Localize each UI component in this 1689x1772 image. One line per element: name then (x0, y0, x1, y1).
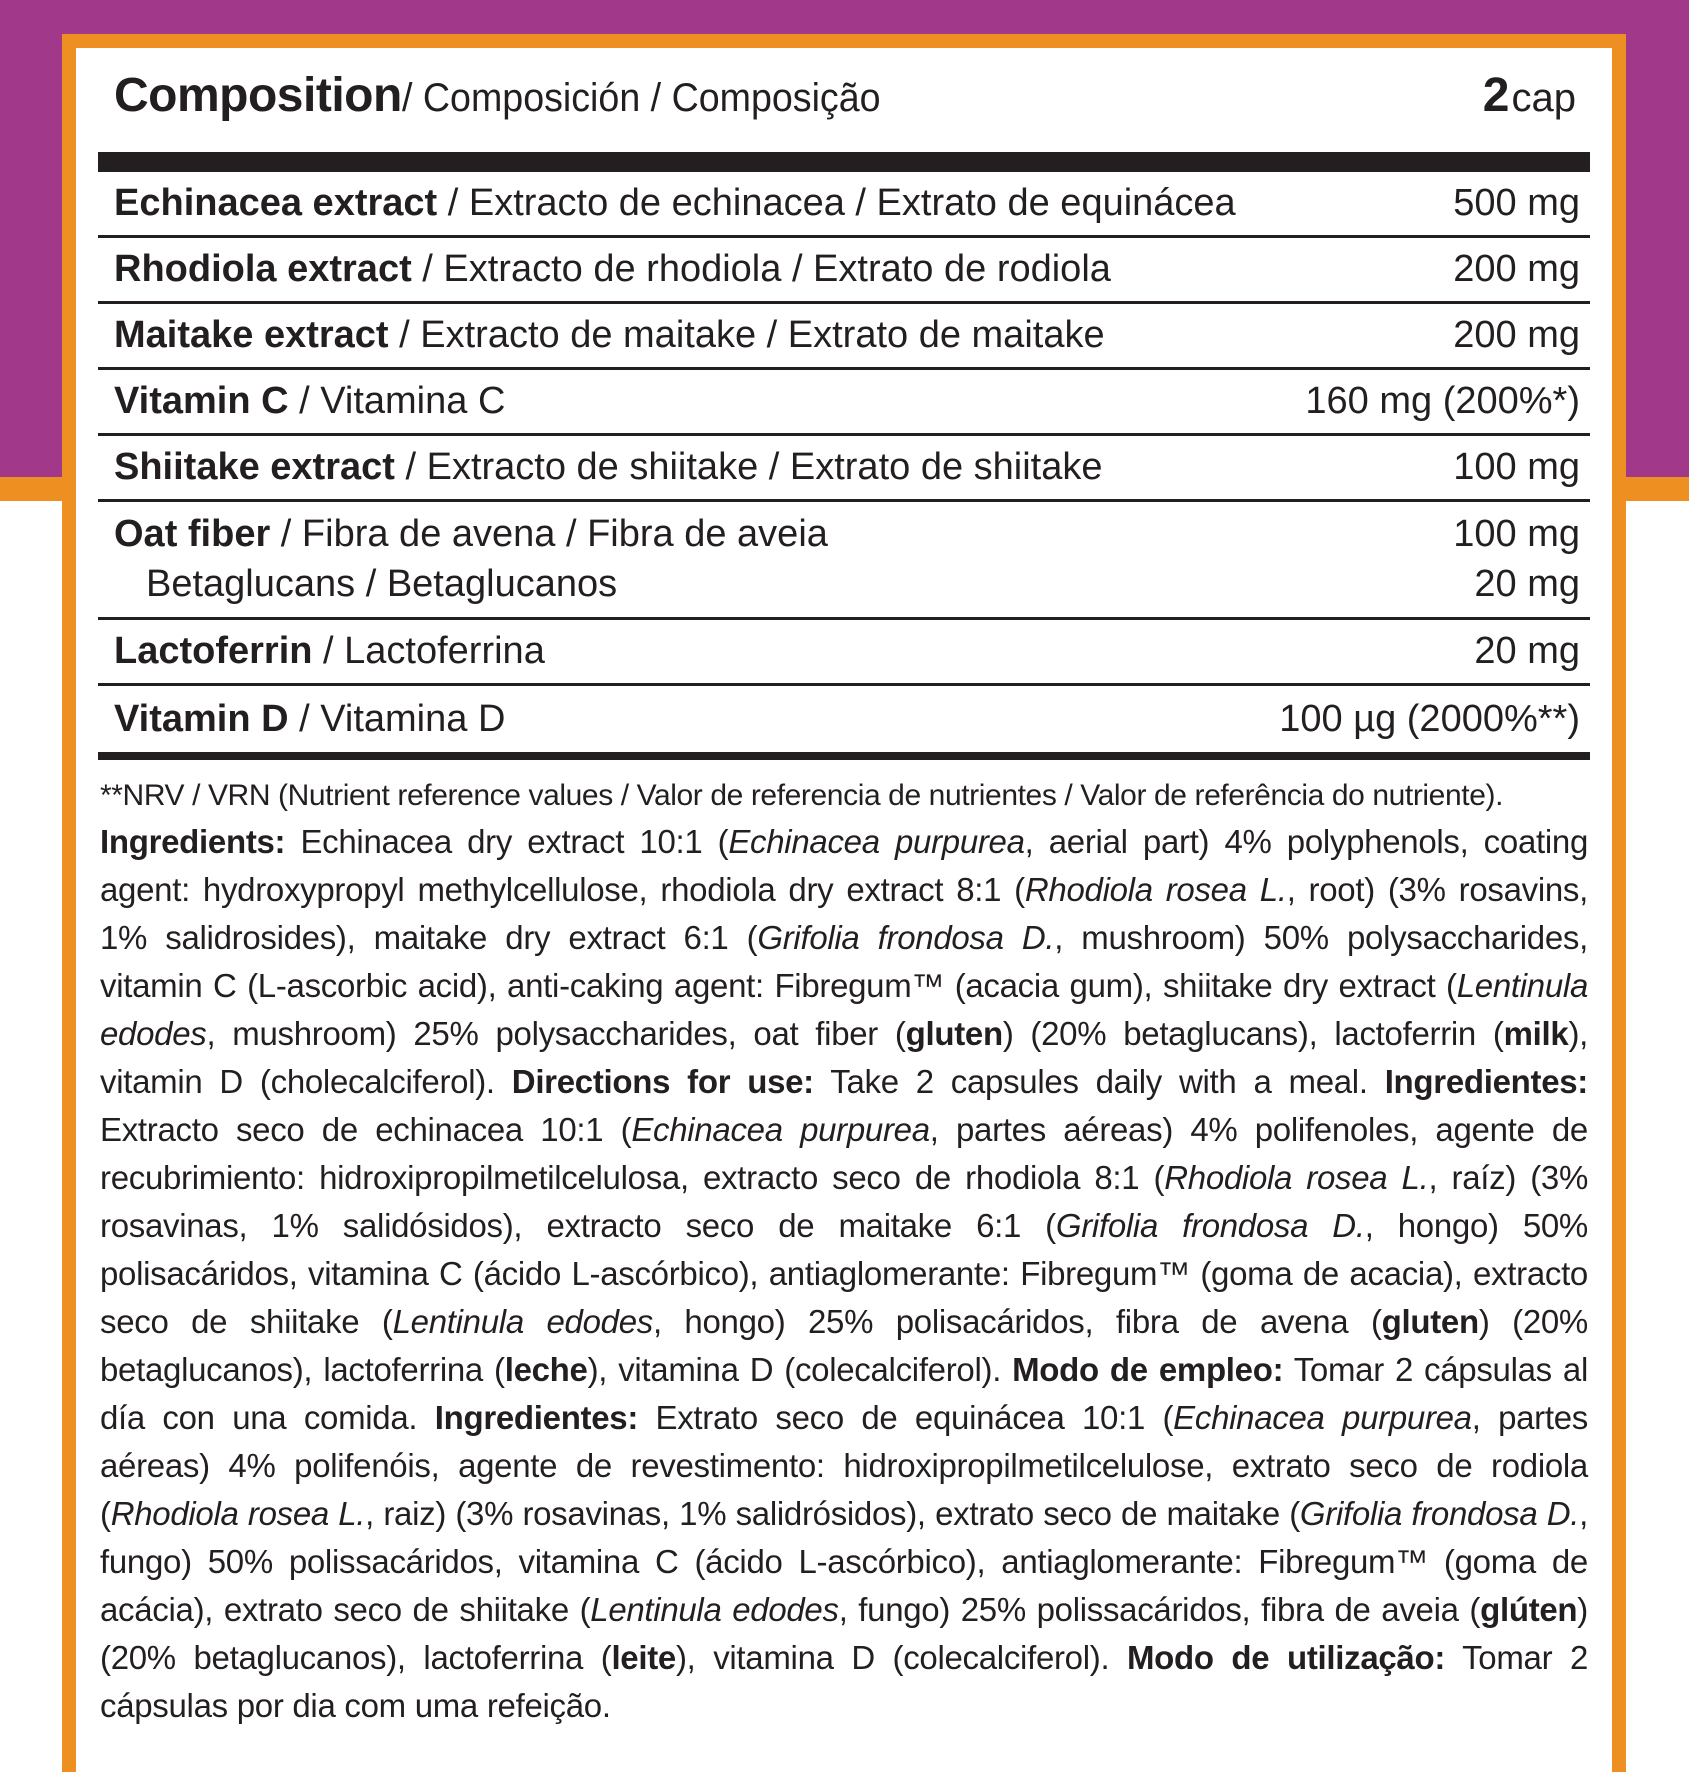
composition-title (114, 68, 911, 123)
row-name-bold: Maitake extract (114, 314, 389, 356)
row-name-bold: Vitamin C (114, 380, 289, 422)
serving-size (1483, 68, 1576, 123)
composition-table (98, 172, 1590, 752)
table-row (98, 502, 1590, 620)
row-name-translations: / Extracto de shiitake / Extrato de shiitake (394, 446, 1103, 488)
row-sub-name: Betaglucans / Betaglucanos (146, 563, 618, 605)
row-name-bold: Shiitake extract (114, 446, 395, 488)
table-row (98, 436, 1590, 502)
ingredients-segment: Extrato seco de equinácea 10:1 ( (638, 1399, 1174, 1436)
ingredients-segment: , fungo) 25% polissacáridos, fibra de aveia ( (838, 1591, 1481, 1628)
ingredients-segment: , raiz) (3% rosavinas, 1% salidrósidos), extrato seco de maitake ( (365, 1495, 1300, 1532)
ingredients-segment: Tomar 2 cápsulas por dia com uma refeição. (100, 1639, 1589, 1724)
table-row (98, 686, 1590, 752)
ingredients-segment: , raíz) (3% rosavinas, 1% salidósidos), extracto seco de maitake 6:1 ( (100, 1159, 1588, 1244)
row-name-translations: / Vitamina C (288, 380, 506, 422)
ingredients-italic-segment: Echinacea purpurea (728, 823, 1025, 860)
ingredients-italic-segment: Rhodiola rosea L. (1024, 871, 1287, 908)
row-main-line (114, 510, 1580, 560)
row-name-translations: / Vitamina D (288, 697, 506, 740)
ingredients-segment: Take 2 capsules daily with a meal. (813, 1063, 1385, 1100)
ingredients-segment: ) (20% betaglucanos), lactoferrina ( (100, 1591, 1588, 1676)
serving-number: 2 (1482, 69, 1510, 122)
row-name (114, 248, 1111, 291)
ingredients-italic-segment: Grifolia frondosa D. (757, 919, 1055, 956)
row-amount: 100 mg (1453, 513, 1580, 555)
ingredients-segment: ), vitamina D (colecalciferol). (675, 1639, 1127, 1676)
ingredients-segment: , mushroom) 50% polysaccharides, vitamin C (L-ascorbic acid), anti-caking agent: Fibregum™ (acacia gum), shiitake dry extract ( (100, 919, 1588, 1004)
row-name-translations: / Extracto de maitake / Extrato de maitake (388, 314, 1105, 356)
row-amount: 20 mg (1474, 630, 1580, 672)
ingredients-italic-segment: Grifolia frondosa D. (1299, 1495, 1580, 1532)
row-name-translations: / Extracto de echinacea / Extrato de equinácea (437, 182, 1236, 224)
table-row (98, 370, 1590, 436)
row-amount: 200 mg (1453, 248, 1580, 290)
ingredients-segment: Extracto seco de echinacea 10:1 ( (100, 1111, 632, 1148)
row-amount: 500 mg (1453, 182, 1580, 224)
row-amount: 100 µg (2000%**) (1279, 697, 1580, 740)
ingredients-italic-segment: Lentinula edodes (590, 1591, 839, 1628)
composition-header (98, 68, 1590, 140)
ingredients-italic-segment: Lentinula edodes (392, 1303, 653, 1340)
ingredients-bold-segment: leche (504, 1351, 588, 1388)
row-name (114, 630, 545, 673)
ingredients-bold-segment: milk (1503, 1015, 1569, 1052)
row-name-bold: Vitamin D (114, 697, 289, 740)
ingredients-segment: ), vitamin D (cholecalciferol). (100, 1015, 1588, 1100)
ingredients-segment: , root) (3% rosavins, 1% salidrosides), maitake dry extract 6:1 ( (100, 871, 1588, 956)
ingredients-segment: , hongo) 25% polisacáridos, fibra de avena ( (652, 1303, 1382, 1340)
row-name (114, 314, 1105, 357)
table-row (98, 238, 1590, 304)
ingredients-bold-segment: Directions for use: (511, 1063, 814, 1100)
ingredients-italic-segment: Echinacea purpurea (1173, 1399, 1472, 1436)
table-row (98, 620, 1590, 686)
row-amount: 200 mg (1453, 314, 1580, 356)
ingredients-bold-segment: glúten (1480, 1591, 1578, 1628)
composition-title-bold: Composition (114, 69, 402, 122)
ingredients-text (98, 818, 1590, 1730)
ingredients-segment: Tomar 2 cápsulas al día con una comida. (100, 1351, 1588, 1436)
row-name (114, 182, 1236, 225)
row-name-bold: Echinacea extract (114, 182, 438, 224)
table-row (98, 172, 1590, 238)
row-name-bold: Rhodiola extract (114, 248, 412, 290)
row-name-bold: Lactoferrin (114, 630, 313, 672)
ingredients-italic-segment: Rhodiola rosea L. (1164, 1159, 1429, 1196)
ingredients-bold-segment: gluten (905, 1015, 1003, 1052)
ingredients-segment: Echinacea dry extract 10:1 ( (285, 823, 729, 860)
ingredients-bold-segment: Ingredientes: (434, 1399, 639, 1436)
ingredients-italic-segment: Lentinula edodes (100, 967, 1588, 1052)
ingredients-italic-segment: Grifolia frondosa D. (1055, 1207, 1365, 1244)
row-name-translations: / Fibra de avena / Fibra de aveia (270, 513, 828, 555)
row-name-bold: Oat fiber (114, 513, 271, 555)
ingredients-bold-segment: Ingredients: (100, 823, 286, 860)
row-name (114, 380, 505, 423)
ingredients-italic-segment: Rhodiola rosea L. (110, 1495, 366, 1532)
ingredients-bold-segment: Ingredientes: (1384, 1063, 1588, 1100)
ingredients-segment: , hongo) 50% polisacáridos, vitamina C (ácido L-ascórbico), antiaglomerante: Fibregum™ (goma de acacia), extracto seco de shiitake ( (100, 1207, 1588, 1340)
row-name (114, 513, 828, 556)
header-rule (98, 152, 1590, 172)
ingredients-bold-segment: Modo de utilização: (1126, 1639, 1446, 1676)
ingredients-segment: , fungo) 50% polissacáridos, vitamina C (ácido L-ascórbico), antiaglomerante: Fibregum™ (goma de acácia), extrato seco de shiitake ( (100, 1495, 1588, 1628)
ingredients-bold-segment: leite (611, 1639, 676, 1676)
row-name (114, 446, 1103, 489)
ingredients-segment: ) (20% betaglucans), lactoferrin ( (1002, 1015, 1504, 1052)
label-panel (76, 48, 1612, 1772)
serving-unit: cap (1511, 76, 1576, 120)
row-amount: 100 mg (1453, 446, 1580, 488)
ingredients-segment: ) (20% betaglucanos), lactoferrina ( (100, 1303, 1588, 1388)
ingredients-bold-segment: gluten (1381, 1303, 1479, 1340)
row-name-translations: / Lactoferrina (312, 630, 545, 672)
ingredients-italic-segment: Echinacea purpurea (631, 1111, 930, 1148)
ingredients-bold-segment: Modo de empleo: (1012, 1351, 1284, 1388)
ingredients-segment: , mushroom) 25% polysaccharides, oat fiber ( (206, 1015, 906, 1052)
ingredients-segment: , partes aéreas) 4% polifenoles, agente de recubrimiento: hidroxipropilmetilcelulosa, extracto seco de rhodiola 8:1 ( (100, 1111, 1588, 1196)
row-sub-line (114, 560, 1580, 610)
row-name (114, 698, 505, 741)
row-name-translations: / Extracto de rhodiola / Extrato de rodiola (411, 248, 1111, 290)
ingredients-segment: ), vitamina D (colecalciferol). (587, 1351, 1013, 1388)
nrv-footnote: **NRV / VRN (Nutrient reference values / Valor de referencia de nutrientes / Valor de referência do nutriente). (100, 779, 1503, 812)
row-amount: 160 mg (200%*) (1305, 380, 1580, 422)
row-sub-amount: 20 mg (1474, 563, 1580, 605)
table-bottom-rule (98, 752, 1590, 760)
composition-title-translations: / Composición / Composição (401, 76, 881, 120)
table-row (98, 304, 1590, 370)
ingredients-segment: , partes aéreas) 4% polifenóis, agente de revestimento: hidroxipropilmetilcelulose, extrato seco de rodiola ( (100, 1399, 1588, 1532)
ingredients-segment: , aerial part) 4% polyphenols, coating agent: hydroxypropyl methylcellulose, rhodiola dry extract 8:1 ( (100, 823, 1588, 908)
composition-content (98, 68, 1590, 1730)
